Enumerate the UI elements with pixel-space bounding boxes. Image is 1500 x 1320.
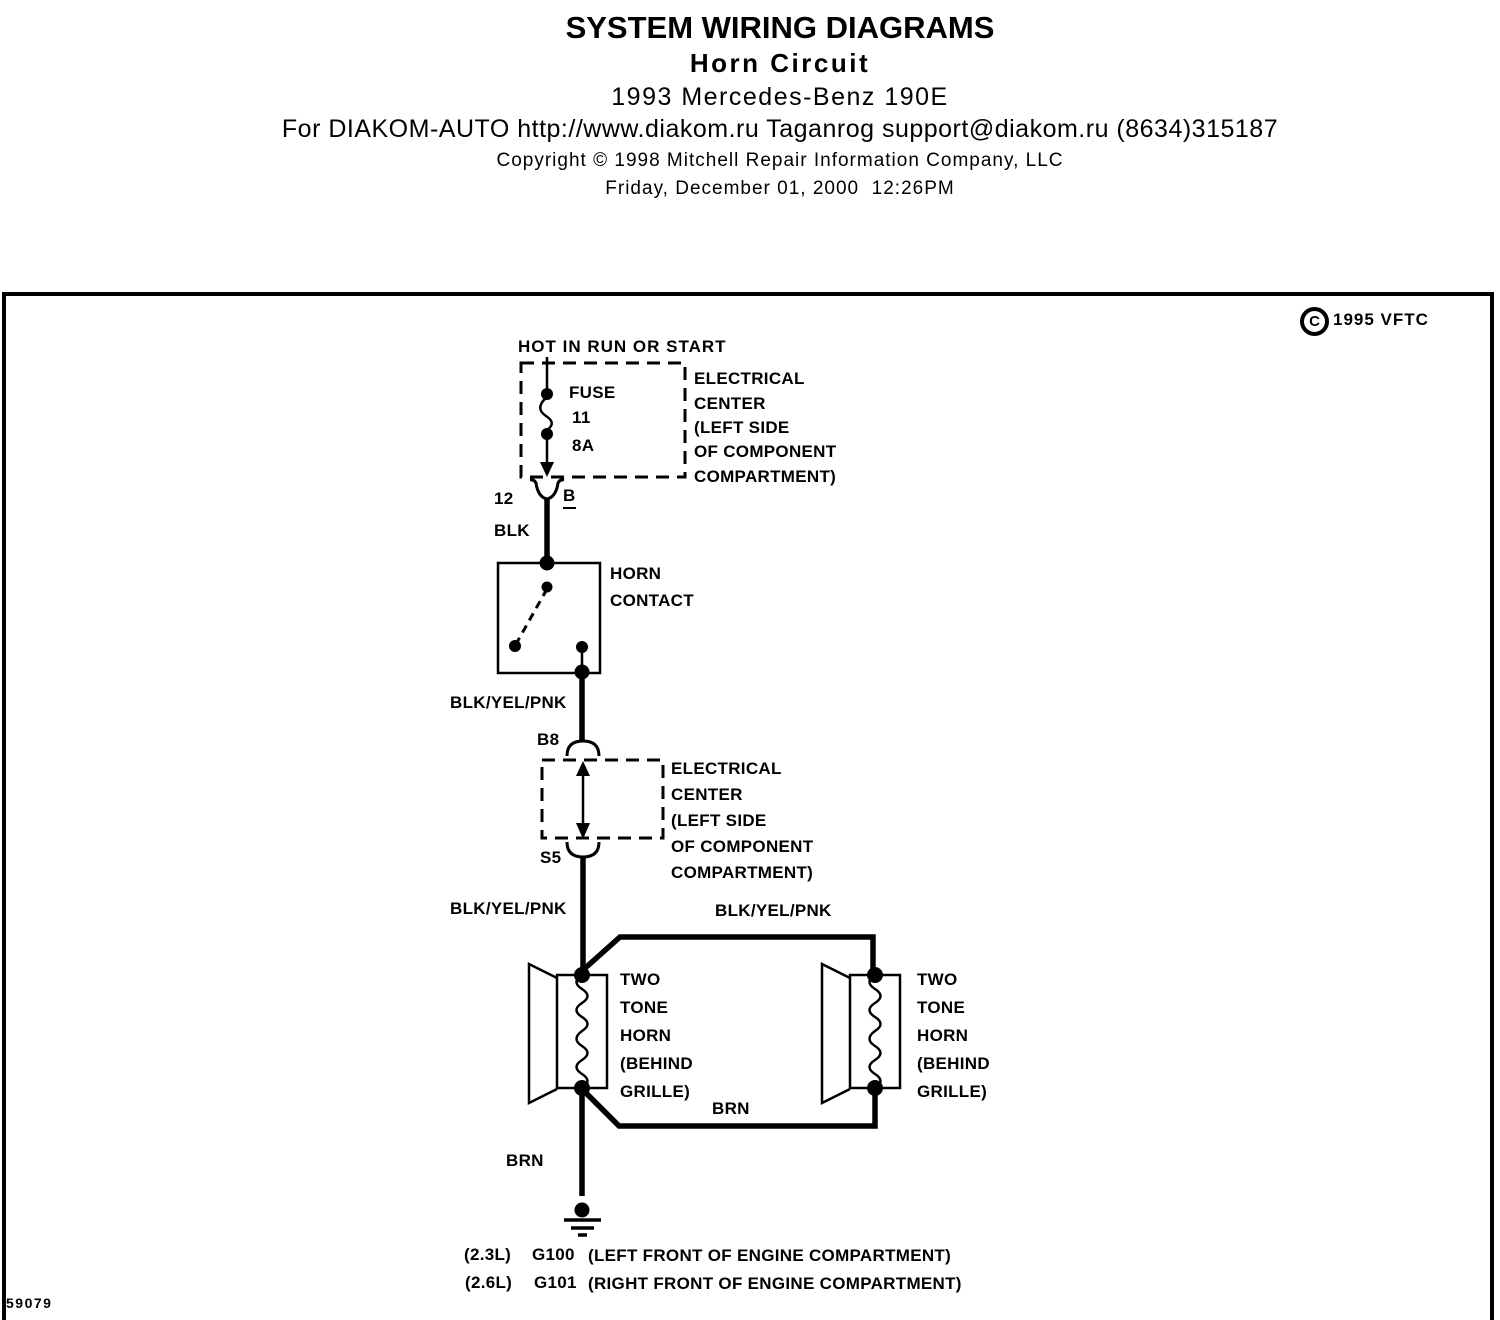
left-horn-label: TWO [620, 970, 661, 989]
left-horn-label: GRILLE) [620, 1082, 691, 1101]
ground-location-1: (LEFT FRONT OF ENGINE COMPARTMENT) [588, 1246, 952, 1265]
arrow-up-icon [576, 761, 590, 776]
document-number: 59079 [6, 1295, 53, 1311]
right-horn-label: (BEHIND [917, 1054, 990, 1073]
ec2-line: ELECTRICAL [671, 759, 782, 778]
copyright-icon: C [1300, 307, 1329, 336]
left-horn-label: HORN [620, 1026, 672, 1045]
ec2-line: COMPARTMENT) [671, 863, 814, 882]
connector-cavity-label: B [563, 486, 576, 509]
ground-code-1: G100 [532, 1245, 575, 1264]
ground-code-2: G101 [534, 1273, 577, 1292]
ground-symbol [564, 1203, 601, 1236]
wire-label-blk-yel-pnk-2: BLK/YEL/PNK [450, 899, 567, 918]
fuse-label: FUSE [569, 383, 616, 402]
wire-label-brn-main: BRN [506, 1151, 544, 1170]
ec2-line: OF COMPONENT [671, 837, 814, 856]
fuse-symbol [540, 357, 554, 477]
ground-engine-2: (2.6L) [465, 1273, 513, 1292]
left-horn-symbol [529, 964, 607, 1103]
right-horn-symbol [822, 964, 900, 1103]
ec1-line: OF COMPONENT [694, 442, 837, 461]
right-horn-label: HORN [917, 1026, 969, 1045]
distributor-line: For DIAKOM-AUTO http://www.diakom.ru Taganrog support@diakom.ru (8634)315187 [281, 115, 1279, 143]
wire-label-brn-branch: BRN [712, 1099, 750, 1118]
stamp-text: 1995 VFTC [1333, 310, 1429, 329]
electrical-center-box-2 [542, 760, 663, 839]
left-horn-label: TONE [620, 998, 669, 1017]
right-horn-label: TWO [917, 970, 958, 989]
connector-b8-icon [567, 741, 599, 756]
connector-pin-label: 12 [494, 489, 514, 508]
ec1-line: COMPARTMENT) [694, 467, 837, 486]
fuse-number: 11 [572, 408, 591, 427]
ec1-line: (LEFT SIDE [694, 418, 790, 437]
ec2-line: CENTER [671, 785, 743, 804]
connector-s5-label: S5 [540, 848, 562, 867]
fuse-rating: 8A [572, 436, 595, 455]
ec1-line: ELECTRICAL [694, 369, 805, 388]
left-horn-label: (BEHIND [620, 1054, 693, 1073]
connector-12-b-icon [530, 480, 564, 499]
copyright-line: Copyright © 1998 Mitchell Repair Information Company, LLC [496, 150, 1064, 171]
connector-s5-icon [567, 842, 599, 857]
arrow-down-icon [540, 462, 554, 477]
wire-label-blk-yel-pnk-1: BLK/YEL/PNK [450, 693, 567, 712]
ec2-line: (LEFT SIDE [671, 811, 767, 830]
ground-engine-1: (2.3L) [464, 1245, 512, 1264]
right-horn-label: TONE [917, 998, 966, 1017]
wire-label-blk: BLK [494, 521, 530, 540]
page-title: SYSTEM WIRING DIAGRAMS [565, 10, 995, 45]
wire-label-blk-yel-pnk-3: BLK/YEL/PNK [715, 901, 832, 920]
wire-branch-top [583, 937, 873, 971]
power-source-label: HOT IN RUN OR START [518, 337, 727, 356]
connector-b8-label: B8 [537, 730, 560, 749]
print-datetime: Friday, December 01, 2000 12:26PM [605, 178, 955, 199]
circuit-subtitle: Horn Circuit [689, 48, 871, 78]
vehicle-name: 1993 Mercedes-Benz 190E [611, 83, 949, 111]
ec1-line: CENTER [694, 394, 766, 413]
horn-contact-label: HORN [610, 564, 662, 583]
horn-contact-switch [498, 556, 600, 680]
electrical-center-box-1 [521, 363, 685, 477]
horn-contact-label: CONTACT [610, 591, 694, 610]
right-horn-label: GRILLE) [917, 1082, 988, 1101]
ground-location-2: (RIGHT FRONT OF ENGINE COMPARTMENT) [588, 1274, 962, 1293]
